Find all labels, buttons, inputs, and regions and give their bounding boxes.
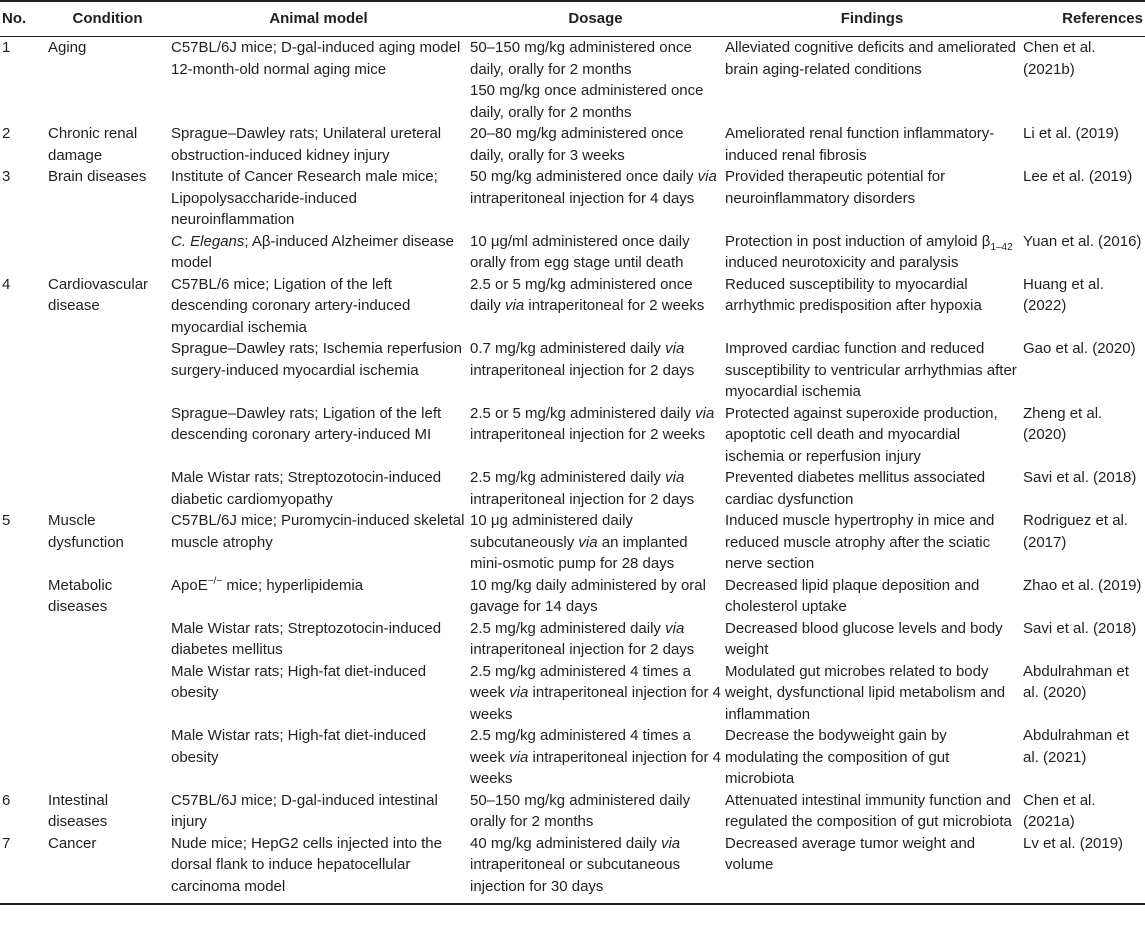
cell-dosage (468, 790, 723, 833)
cell-dosage (468, 575, 723, 618)
animal-model-text: C57BL/6J mice; D-gal-induced intestinal injury (171, 791, 438, 830)
table-row (0, 274, 1145, 339)
table-row (0, 725, 1145, 790)
animal-model-text: C57BL/6J mice; D-gal-induced aging model (171, 39, 461, 56)
cell-animal-model (169, 231, 468, 274)
cell-dosage (468, 510, 723, 575)
animal-model-text: Nude mice; HepG2 cells injected into the dorsal flank to induce hepatocellular carcinoma model (171, 834, 442, 895)
findings-text-part: 1–42 (990, 241, 1013, 253)
cell-findings (723, 467, 1021, 510)
dosage-text: 50–150 mg/kg administered daily orally for 2 months (470, 791, 691, 830)
header-animal-model: Animal model (269, 10, 368, 28)
animal-model-text-part: ; Aβ-induced Alzheimer disease model (171, 232, 454, 271)
dosage-text (470, 274, 721, 317)
findings-text: Attenuated intestinal immunity function and regulated the composition of gut microbiota (725, 791, 1012, 830)
dosage-text-part: 10 μg administered daily subcutaneously (470, 512, 633, 551)
animal-model-text: Institute of Cancer Research male mice; Lipopolysaccharide-induced neuroinflammation (171, 168, 438, 228)
dosage-text-part: via (660, 834, 681, 852)
cell-animal-model (169, 467, 468, 510)
cell-dosage (468, 403, 723, 468)
cell-dosage (468, 166, 723, 231)
cell-reference: Chen et al. (2021a) (1023, 791, 1096, 830)
cell-condition (46, 467, 169, 510)
cell-no: 3 (2, 168, 11, 185)
cell-condition (46, 231, 169, 274)
dosage-text (470, 166, 721, 209)
dosage-text: 20–80 mg/kg administered once daily, orally for 3 weeks (470, 125, 684, 164)
cell-animal-model (169, 833, 468, 905)
animal-model-text: 12-month-old normal aging mice (171, 60, 387, 78)
animal-model-text: Sprague–Dawley rats; Ischemia reperfusion surgery-induced myocardial ischemia (171, 340, 462, 379)
animal-model-text (171, 575, 466, 597)
header-dosage: Dosage (568, 10, 623, 28)
cell-no (0, 338, 46, 403)
cell-no: 6 (2, 791, 11, 809)
table-row (0, 833, 1145, 905)
cell-animal-model (169, 575, 468, 618)
dosage-text-part: via (697, 168, 717, 185)
findings-text: Alleviated cognitive deficits and ameliorated brain aging-related conditions (725, 39, 1016, 78)
cell-condition: Aging (48, 39, 87, 56)
cell-dosage (468, 231, 723, 274)
findings-text: Ameliorated renal function inflammatory-induced renal fibrosis (725, 125, 995, 164)
cell-animal-model (169, 338, 468, 403)
animal-model-text: C57BL/6J mice; Puromycin-induced skeletal muscle atrophy (171, 512, 465, 551)
cell-findings (723, 123, 1021, 166)
findings-text-part: Protection in post induction of amyloid β (725, 232, 991, 250)
animal-model-text: C57BL/6 mice; Ligation of the left descending coronary artery-induced myocardial ischemia (171, 275, 411, 336)
dosage-text-part: 2.5 mg/kg administered 4 times a week (470, 727, 691, 766)
dosage-text-part: via (509, 748, 529, 766)
cell-condition (46, 403, 169, 468)
cell-dosage (468, 123, 723, 166)
table-row (0, 661, 1145, 726)
cell-no (0, 725, 46, 790)
dosage-text-part: intraperitoneal or subcutaneous injection for 30 days (470, 856, 681, 895)
cell-condition: Intestinal diseases (48, 791, 109, 830)
dosage-text-part: an implanted mini-osmotic pump for 28 days (470, 533, 688, 572)
cell-reference: Rodriguez et al. (2017) (1023, 512, 1129, 551)
cell-reference: Gao et al. (2020) (1023, 340, 1136, 357)
cell-animal-model (169, 123, 468, 166)
cell-reference: Zhao et al. (2019) (1023, 576, 1142, 594)
table-row (0, 166, 1145, 231)
dosage-text (470, 338, 721, 381)
cell-condition (46, 338, 169, 403)
cell-no: 4 (2, 275, 11, 293)
cell-condition: Cardiovascular disease (48, 275, 149, 314)
table-row (0, 575, 1145, 618)
animal-model-text-part: −/− (207, 575, 223, 587)
dosage-text-part: intraperitoneal injection for 2 days (470, 361, 695, 379)
dosage-text-part: via (505, 297, 525, 314)
cell-findings (723, 403, 1021, 468)
dosage-text: 150 mg/kg once administered once daily, orally for 2 months (470, 82, 704, 121)
cell-dosage (468, 274, 723, 339)
dosage-text-part: via (665, 340, 685, 357)
animal-model-text-part: C. Elegans (171, 232, 245, 250)
animal-model-text-part: ApoE (171, 576, 208, 594)
cell-no (0, 618, 46, 661)
findings-text: Decreased average tumor weight and volume (725, 834, 976, 873)
cell-findings (723, 231, 1021, 274)
table-row (0, 231, 1145, 274)
dosage-text-part: via (578, 533, 598, 551)
cell-animal-model (169, 403, 468, 468)
cell-dosage (468, 338, 723, 403)
animal-model-text: Sprague–Dawley rats; Ligation of the left descending coronary artery-induced MI (171, 404, 442, 443)
dosage-text-part: 40 mg/kg administered daily (470, 834, 661, 852)
cell-condition: Muscle dysfunction (48, 512, 124, 551)
dosage-text: 10 mg/kg daily administered by oral gavage for 14 days (470, 576, 706, 615)
cell-findings (723, 833, 1021, 905)
dosage-text-part: 0.7 mg/kg administered daily (470, 340, 666, 357)
findings-text: Decreased lipid plaque deposition and cholesterol uptake (725, 576, 980, 615)
header-condition: Condition (72, 10, 143, 28)
cell-findings (723, 274, 1021, 339)
cell-findings (723, 725, 1021, 790)
cell-condition (46, 618, 169, 661)
dosage-text (470, 833, 721, 898)
cell-reference: Lv et al. (2019) (1023, 834, 1124, 852)
findings-text: Provided therapeutic potential for neuroinflammatory disorders (725, 168, 946, 207)
cell-reference: Savi et al. (2018) (1023, 469, 1137, 486)
cell-no (0, 575, 46, 618)
dosage-text (470, 725, 721, 790)
dosage-text-part: 2.5 or 5 mg/kg administered once daily (470, 275, 693, 314)
cell-findings (723, 37, 1021, 124)
cell-condition (46, 725, 169, 790)
animal-model-text: Male Wistar rats; Streptozotocin-induced diabetic cardiomyopathy (171, 469, 442, 508)
cell-reference: Li et al. (2019) (1023, 125, 1119, 142)
table-row (0, 790, 1145, 833)
dosage-text-part: 50 mg/kg administered once daily (470, 168, 698, 185)
cell-condition: Brain diseases (48, 168, 147, 185)
cell-animal-model (169, 618, 468, 661)
dosage-text: 50–150 mg/kg administered once daily, orally for 2 months (470, 39, 692, 78)
table-row (0, 403, 1145, 468)
findings-text: Decrease the bodyweight gain by modulating the composition of gut microbiota (725, 727, 950, 787)
cell-condition: Metabolic diseases (48, 576, 113, 615)
dosage-text-part: intraperitoneal injection for 4 days (470, 189, 695, 207)
findings-text: Induced muscle hypertrophy in mice and reduced muscle atrophy after the sciatic nerve section (725, 512, 995, 572)
header-references: References (1062, 10, 1143, 28)
dosage-text (470, 467, 721, 510)
table-row (0, 37, 1145, 124)
cell-reference: Zheng et al. (2020) (1023, 404, 1103, 443)
dosage-text-part: via (695, 404, 715, 422)
cell-findings (723, 618, 1021, 661)
cell-dosage (468, 725, 723, 790)
cell-condition (46, 661, 169, 726)
cell-findings (723, 510, 1021, 575)
cell-animal-model (169, 510, 468, 575)
cell-reference: Lee et al. (2019) (1023, 168, 1133, 185)
cell-reference: Savi et al. (2018) (1023, 619, 1137, 637)
cell-reference: Abdulrahman et al. (2021) (1023, 727, 1129, 766)
cell-animal-model (169, 790, 468, 833)
dosage-text-part: intraperitoneal injection for 4 weeks (470, 748, 721, 787)
cell-reference: Chen et al. (2021b) (1023, 39, 1096, 78)
cell-findings (723, 575, 1021, 618)
dosage-text-part: intraperitoneal injection for 2 weeks (470, 426, 706, 443)
table-row (0, 510, 1145, 575)
table-row (0, 123, 1145, 166)
cell-findings (723, 338, 1021, 403)
cell-no: 1 (2, 39, 11, 56)
cell-dosage (468, 661, 723, 726)
animal-model-text-part: mice; hyperlipidemia (222, 576, 364, 594)
dosage-text-part: intraperitoneal injection for 2 days (470, 641, 695, 658)
animal-model-text: Male Wistar rats; Streptozotocin-induced diabetes mellitus (171, 619, 442, 658)
animal-model-text: Sprague–Dawley rats; Unilateral ureteral obstruction-induced kidney injury (171, 125, 442, 164)
dosage-text-part: via (509, 684, 529, 701)
dosage-text-part: 2.5 mg/kg administered 4 times a week (470, 662, 691, 701)
dosage-text (470, 403, 721, 446)
cell-no: 5 (2, 512, 11, 529)
findings-text (725, 231, 1019, 274)
header-row (0, 1, 1145, 37)
cell-no: 7 (2, 834, 11, 852)
dosage-text (470, 661, 721, 726)
dosage-text-part: via (665, 619, 685, 637)
cell-reference: Huang et al. (2022) (1023, 275, 1104, 314)
cell-reference: Abdulrahman et al. (2020) (1023, 662, 1129, 701)
dosage-text: 10 μg/ml administered once daily orally from egg stage until death (470, 232, 690, 271)
findings-text: Prevented diabetes mellitus associated cardiac dysfunction (725, 469, 986, 508)
dosage-text-part: via (665, 469, 685, 486)
cell-findings (723, 166, 1021, 231)
dosage-text (470, 510, 721, 575)
cell-no (0, 661, 46, 726)
cell-dosage (468, 467, 723, 510)
header-no: No. (2, 10, 27, 28)
dosage-text-part: 2.5 or 5 mg/kg administered daily (470, 404, 696, 422)
cell-dosage (468, 37, 723, 124)
cell-condition: Chronic renal damage (48, 125, 138, 164)
dosage-text-part: intraperitoneal injection for 2 days (470, 490, 695, 508)
findings-text: Modulated gut microbes related to body weight, dysfunctional lipid metabolism and inflammation (725, 662, 1006, 723)
cell-dosage (468, 833, 723, 905)
animal-model-text: Male Wistar rats; High-fat diet-induced obesity (171, 662, 427, 701)
findings-text-part: induced neurotoxicity and paralysis (725, 254, 959, 271)
cell-animal-model (169, 725, 468, 790)
dosage-text-part: intraperitoneal injection for 4 weeks (470, 684, 721, 723)
cell-no: 2 (2, 125, 11, 142)
findings-text: Protected against superoxide production, apoptotic cell death and myocardial ischemia or reperfusion injury (725, 404, 998, 465)
cell-dosage (468, 618, 723, 661)
table-row (0, 467, 1145, 510)
findings-text: Reduced susceptibility to myocardial arrhythmic predisposition after hypoxia (725, 275, 982, 314)
cell-no (0, 403, 46, 468)
dosage-text-part: 2.5 mg/kg administered daily (470, 619, 666, 637)
cell-findings (723, 790, 1021, 833)
findings-text: Decreased blood glucose levels and body weight (725, 619, 1003, 658)
header-findings: Findings (840, 10, 904, 28)
cell-animal-model (169, 37, 468, 124)
dosage-text (470, 618, 721, 661)
cell-condition: Cancer (48, 834, 97, 852)
dosage-text-part: 2.5 mg/kg administered daily (470, 469, 666, 486)
cell-animal-model (169, 661, 468, 726)
findings-text: Improved cardiac function and reduced susceptibility to ventricular arrhythmias after myocardial ischemia (725, 340, 1017, 400)
animal-model-text: Male Wistar rats; High-fat diet-induced obesity (171, 727, 427, 766)
cell-reference: Yuan et al. (2016) (1023, 232, 1142, 250)
cell-animal-model (169, 166, 468, 231)
animal-model-text (171, 231, 466, 274)
cell-no (0, 467, 46, 510)
cell-no (0, 231, 46, 274)
table-row (0, 338, 1145, 403)
table-row (0, 618, 1145, 661)
cell-findings (723, 661, 1021, 726)
cell-animal-model (169, 274, 468, 339)
table-body (0, 37, 1145, 905)
dosage-text-part: intraperitoneal for 2 weeks (524, 297, 705, 314)
